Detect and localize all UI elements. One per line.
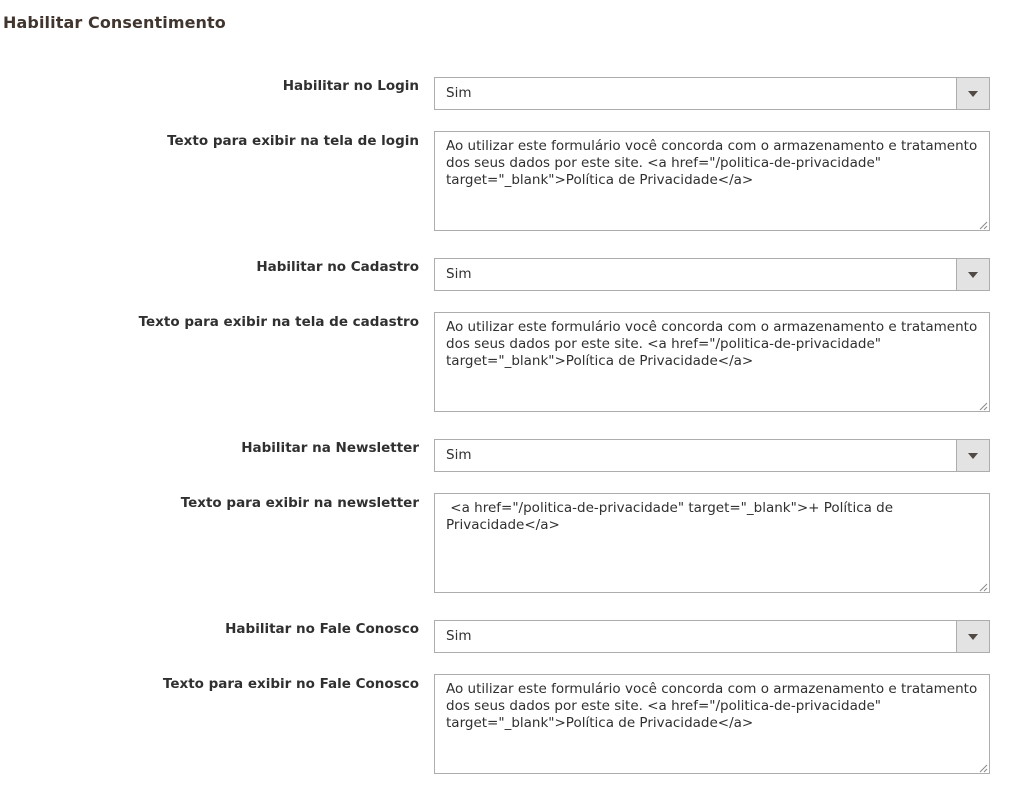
contact-enable-value: Sim [446, 628, 472, 644]
section-title: Habilitar Consentimento [3, 13, 226, 32]
newsletter-enable-select[interactable] [434, 439, 990, 472]
login-text-textarea[interactable]: Ao utilizar este formulário você concorda com o armazenamento e tratamento dos seus dados por este site. <a href="/politica-de-privacidade" target="_blank">Política de Privacidade</a> [434, 131, 990, 231]
newsletter-enable-value: Sim [446, 447, 472, 463]
newsletter-enable-label: Habilitar na Newsletter [241, 440, 419, 456]
contact-text-label: Texto para exibir no Fale Conosco [162, 676, 419, 692]
resize-handle-icon[interactable] [979, 221, 988, 230]
login-enable-select[interactable] [434, 77, 990, 110]
contact-enable-select[interactable] [434, 620, 990, 653]
login-text-label: Texto para exibir na tela de login [167, 133, 419, 149]
register-enable-label: Habilitar no Cadastro [256, 259, 419, 275]
register-text-label: Texto para exibir na tela de cadastro [138, 314, 419, 330]
resize-handle-icon[interactable] [979, 402, 988, 411]
newsletter-enable-dropdown-toggle[interactable] [956, 440, 989, 471]
register-text-textarea[interactable]: Ao utilizar este formulário você concorda com o armazenamento e tratamento dos seus dados por este site. <a href="/politica-de-privacidade" target="_blank">Política de Privacidade</a> [434, 312, 990, 412]
chevron-down-icon [968, 91, 978, 97]
resize-handle-icon[interactable] [979, 764, 988, 773]
login-enable-dropdown-toggle[interactable] [956, 78, 989, 109]
chevron-down-icon [968, 272, 978, 278]
register-enable-select[interactable] [434, 258, 990, 291]
chevron-down-icon [968, 453, 978, 459]
newsletter-text-textarea[interactable]: <a href="/politica-de-privacidade" target="_blank">+ Política de Privacidade</a> [434, 493, 990, 593]
login-enable-label: Habilitar no Login [282, 78, 419, 94]
resize-handle-icon[interactable] [979, 583, 988, 592]
chevron-down-icon [968, 634, 978, 640]
newsletter-text-label: Texto para exibir na newsletter [180, 495, 419, 511]
contact-enable-label: Habilitar no Fale Conosco [225, 621, 419, 637]
login-enable-value: Sim [446, 85, 472, 101]
contact-enable-dropdown-toggle[interactable] [956, 621, 989, 652]
register-enable-dropdown-toggle[interactable] [956, 259, 989, 290]
contact-text-textarea[interactable]: Ao utilizar este formulário você concorda com o armazenamento e tratamento dos seus dados por este site. <a href="/politica-de-privacidade" target="_blank">Política de Privacidade</a> [434, 674, 990, 774]
register-enable-value: Sim [446, 266, 472, 282]
